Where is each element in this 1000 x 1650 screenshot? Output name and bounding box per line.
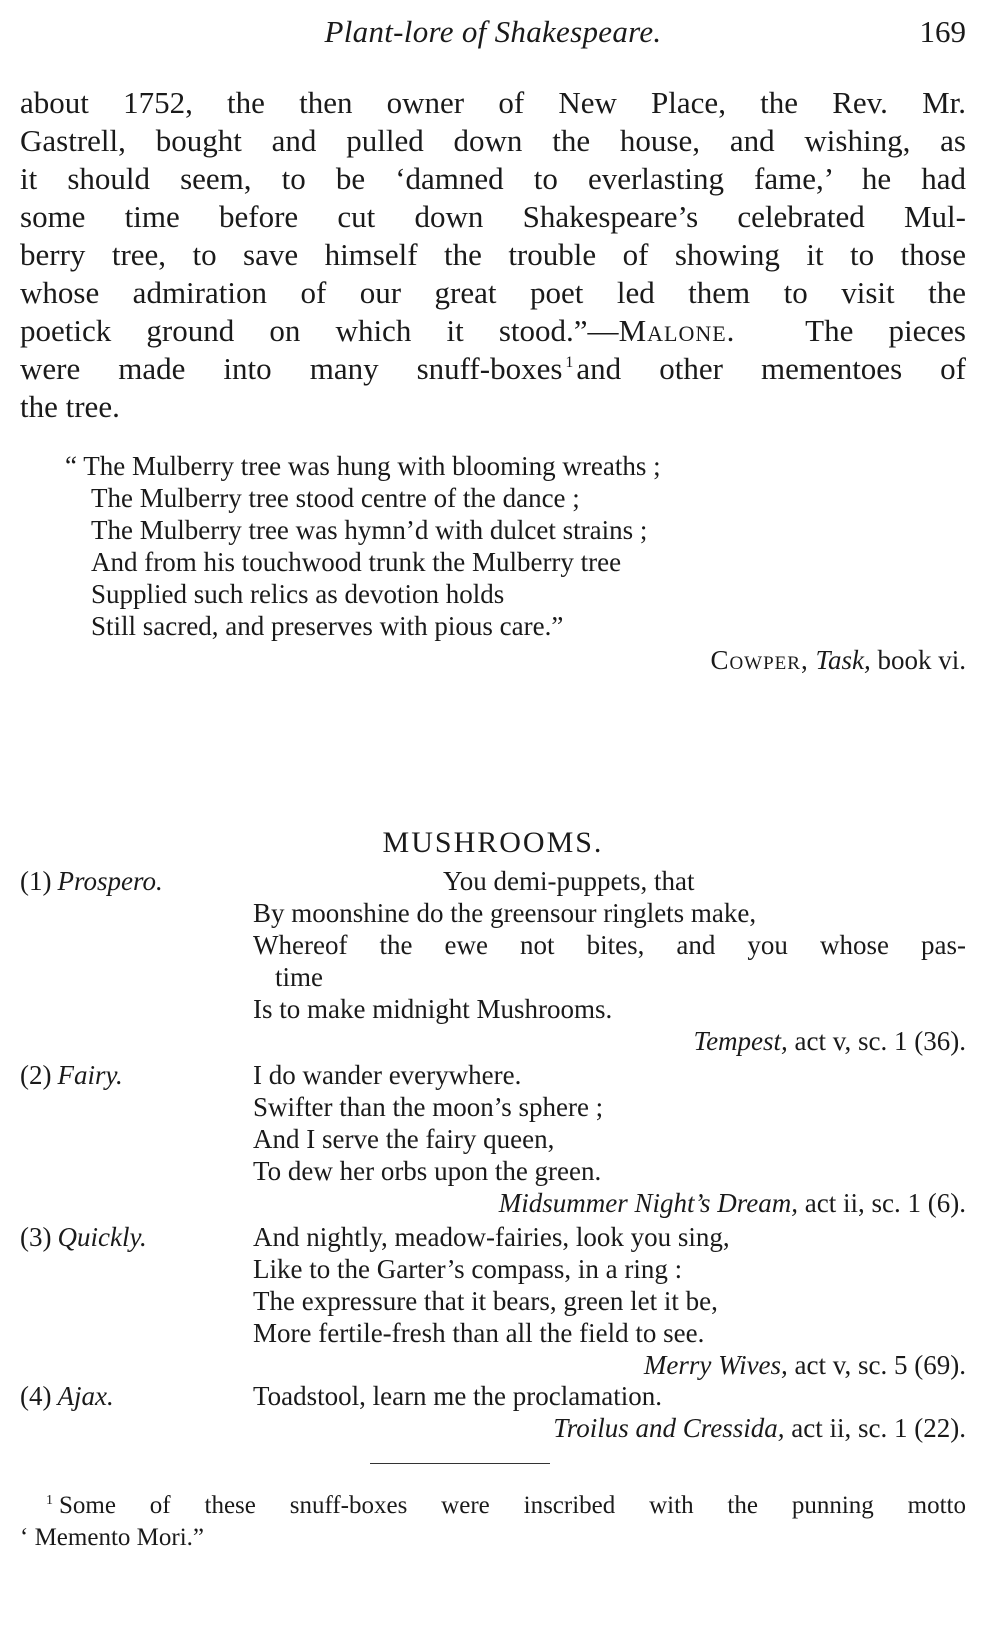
quote-line: By moonshine do the greensour ringlets make, xyxy=(253,898,757,928)
verse-line: “ The Mulberry tree was hung with blooming wreaths ; xyxy=(65,451,661,481)
quote-line: I do wander everywhere. xyxy=(253,1060,522,1090)
author-name: Malone. xyxy=(618,313,736,348)
page-header xyxy=(20,14,966,58)
quote-line: time xyxy=(275,962,323,992)
quote-line: To dew her orbs upon the green. xyxy=(253,1156,602,1186)
quote-number: (3) xyxy=(20,1222,52,1252)
prose-line: it should seem, to be ‘damned to everlasting fame,’ he had xyxy=(20,161,966,196)
footnote-line: ‘ Memento Mori.” xyxy=(20,1524,204,1551)
prose-line: about 1752, the then owner of New Place, the Rev. Mr. xyxy=(20,85,966,120)
reference-work: Midsummer Night’s Dream, xyxy=(498,1188,799,1218)
prose-paragraph xyxy=(20,84,966,426)
footnote-marker: 1 xyxy=(46,1493,53,1508)
reference-work: Troilus and Cressida, xyxy=(553,1413,785,1443)
speaker-name: Prospero. xyxy=(57,866,163,896)
reference-location: act ii, sc. 1 (22). xyxy=(791,1413,966,1443)
quote-line: More fertile-fresh than all the field to see. xyxy=(253,1318,705,1348)
section-title: MUSHROOMS. xyxy=(382,826,604,859)
quote-line: The expressure that it bears, green let it be, xyxy=(253,1286,718,1316)
footnote-marker: 1 xyxy=(565,354,574,371)
prose-text: poetick ground on which it stood.”— xyxy=(20,313,619,348)
quote-line: You demi-puppets, that xyxy=(443,866,695,896)
attribution-work: Task, xyxy=(815,645,871,675)
quote-number: (2) xyxy=(20,1060,52,1090)
reference-location: act v, sc. 1 (36). xyxy=(794,1026,966,1056)
quote-number: (4) xyxy=(20,1381,52,1411)
verse-quotation xyxy=(65,450,966,676)
quote-line: And I serve the fairy queen, xyxy=(253,1124,555,1154)
prose-line: berry tree, to save himself the trouble of showing it to those xyxy=(20,237,966,272)
prose-line: some time before cut down Shakespeare’s celebrated Mul- xyxy=(20,199,966,234)
prose-text: were made into many snuff-boxes xyxy=(20,351,563,386)
speaker-label xyxy=(20,1221,147,1253)
speaker-name: Quickly. xyxy=(57,1222,147,1252)
prose-line: the tree. xyxy=(20,389,120,424)
prose-line: whose admiration of our great poet led them to visit the xyxy=(20,275,966,310)
quote-body xyxy=(253,1221,966,1381)
quote-reference xyxy=(253,1412,966,1444)
page-number: 169 xyxy=(919,14,966,49)
speaker-name: Fairy. xyxy=(57,1060,123,1090)
speaker-name: Ajax. xyxy=(57,1381,114,1411)
quote-number: (1) xyxy=(20,866,52,896)
quote-body xyxy=(253,1059,966,1219)
quote-reference xyxy=(253,1187,966,1219)
quote-line: Toadstool, learn me the proclamation. xyxy=(253,1381,662,1411)
footnote xyxy=(20,1490,966,1554)
prose-line: Gastrell, bought and pulled down the house, and wishing, as xyxy=(20,123,966,158)
quote-reference xyxy=(253,1025,966,1057)
quote-line: Like to the Garter’s compass, in a ring : xyxy=(253,1254,683,1284)
quote-line: Is to make midnight Mushrooms. xyxy=(253,994,613,1024)
quote-body xyxy=(253,865,966,1057)
footnote-divider xyxy=(370,1463,550,1464)
reference-location: act v, sc. 5 (69). xyxy=(794,1350,966,1380)
running-title: Plant-lore of Shakespeare. xyxy=(324,14,662,49)
quote-line: And nightly, meadow-fairies, look you sing, xyxy=(253,1222,730,1252)
footnote-text: Some of these snuff-boxes were inscribed with the punning motto xyxy=(59,1492,966,1519)
verse-line: And from his touchwood trunk the Mulberry tree xyxy=(91,547,622,577)
prose-text: The pieces xyxy=(735,313,966,348)
attribution-author: Cowper, xyxy=(710,645,809,675)
speaker-label xyxy=(20,865,163,897)
prose-line xyxy=(20,350,966,388)
prose-text: and other mementoes of xyxy=(576,351,966,386)
quote-reference xyxy=(253,1349,966,1381)
quote-line: Swifter than the moon’s sphere ; xyxy=(253,1092,604,1122)
reference-work: Merry Wives, xyxy=(643,1350,788,1380)
speaker-label xyxy=(20,1059,123,1091)
verse-line: Supplied such relics as devotion holds xyxy=(91,579,505,609)
verse-line: Still sacred, and preserves with pious care.” xyxy=(91,611,564,641)
attribution-location: book vi. xyxy=(877,645,966,675)
quote-line: Whereof the ewe not bites, and you whose pas- xyxy=(253,930,966,960)
verse-line: The Mulberry tree was hymn’d with dulcet strains ; xyxy=(91,515,648,545)
reference-location: act ii, sc. 1 (6). xyxy=(804,1188,966,1218)
verse-attribution xyxy=(65,644,966,676)
prose-line xyxy=(20,312,966,350)
verse-line: The Mulberry tree stood centre of the dance ; xyxy=(91,483,580,513)
speaker-label xyxy=(20,1380,114,1412)
quote-body xyxy=(253,1380,966,1444)
reference-work: Tempest, xyxy=(693,1026,788,1056)
footnote-line xyxy=(20,1490,966,1522)
